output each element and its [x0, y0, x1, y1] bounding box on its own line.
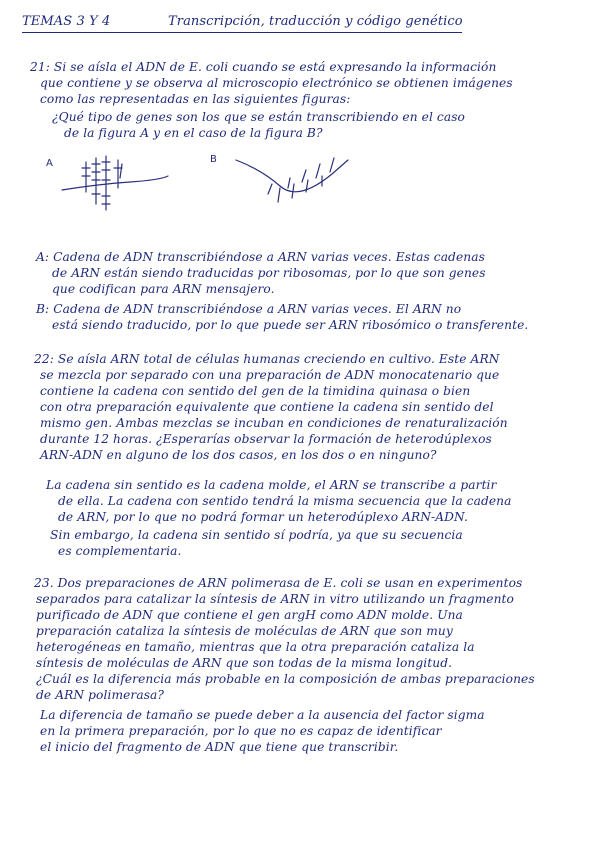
q22-answer-2: de ella. La cadena con sentido tendrá la misma secuencia que la cadena — [58, 494, 512, 508]
q21-line-3: como las representadas en las siguientes figuras: — [40, 92, 351, 106]
q22-line-7: ARN-ADN en alguno de los dos casos, en los dos o en ninguno? — [40, 448, 437, 462]
q23-answer-3: el inicio del fragmento de ADN que tiene que transcribir. — [40, 740, 399, 754]
q23-line-2: separados para catalizar la síntesis de ARN in vitro utilizando un fragmento — [36, 592, 514, 606]
q22-line-1: 22: Se aísla ARN total de células humanas creciendo en cultivo. Este ARN — [34, 352, 500, 366]
q22-line-3: contiene la cadena con sentido del gen de la timidina quinasa o bien — [40, 384, 471, 398]
q21-line-1: 21: Si se aísla el ADN de E. coli cuando se está expresando la información — [30, 60, 497, 74]
q23-line-3: purificado de ADN que contiene el gen argH como ADN molde. Una — [36, 608, 463, 622]
q22-line-2: se mezcla por separado con una preparación de ADN monocatenario que — [40, 368, 500, 382]
q21-answer-a-3: que codifican para ARN mensajero. — [52, 282, 275, 296]
q21-answer-b-1: B: Cadena de ADN transcribiéndose a ARN varias veces. El ARN no — [36, 302, 462, 316]
figure-a-label: A — [46, 158, 53, 169]
q22-answer-5: es complementaria. — [58, 544, 182, 558]
q23-answer-1: La diferencia de tamaño se puede deber a la ausencia del factor sigma — [40, 708, 485, 722]
q22-answer-3: de ARN, por lo que no podrá formar un heterodúplexo ARN-ADN. — [58, 510, 468, 524]
q22-line-5: mismo gen. Ambas mezclas se incuban en condiciones de renaturalización — [40, 416, 508, 430]
q21-answer-a-1: A: Cadena de ADN transcribiéndose a ARN varias veces. Estas cadenas — [36, 250, 485, 264]
q21-answer-b-2: está siendo traducido, por lo que puede ser ARN ribosómico o transferente. — [52, 318, 529, 332]
q21-line-5: de la figura A y en el caso de la figura B? — [64, 126, 323, 140]
figure-a-drawing — [60, 150, 170, 220]
figure-b-label: B — [210, 154, 217, 165]
q23-line-6: síntesis de moléculas de ARN que son todas de la misma longitud. — [36, 656, 453, 670]
q21-answer-a-2: de ARN están siendo traducidas por ribosomas, por lo que son genes — [52, 266, 486, 280]
q21-line-4: ¿Qué tipo de genes son los que se están transcribiendo en el caso — [52, 110, 465, 124]
header-right: Transcripción, traducción y código genético — [168, 14, 463, 29]
q23-answer-2: en la primera preparación, por lo que no es capaz de identificar — [40, 724, 442, 738]
q21-line-2: que contiene y se observa al microscopio electrónico se obtienen imágenes — [40, 76, 513, 90]
q22-answer-1: La cadena sin sentido es la cadena molde, el ARN se transcribe a partir — [46, 478, 497, 492]
q23-line-1: 23. Dos preparaciones de ARN polimerasa de E. coli se usan en experimentos — [34, 576, 523, 590]
q23-line-4: preparación cataliza la síntesis de moléculas de ARN que son muy — [36, 624, 453, 638]
q23-line-7: ¿Cuál es la diferencia más probable en la composición de ambas preparaciones — [36, 672, 535, 686]
figure-b-drawing — [232, 150, 352, 210]
q22-answer-4: Sin embargo, la cadena sin sentido sí podría, ya que su secuencia — [50, 528, 463, 542]
header-underline — [22, 32, 462, 33]
q23-line-5: heterogéneas en tamaño, mientras que la otra preparación cataliza la — [36, 640, 475, 654]
q22-line-6: durante 12 horas. ¿Esperarías observar la formación de heterodúplexos — [40, 432, 492, 446]
header-left: TEMAS 3 Y 4 — [22, 14, 111, 29]
q22-line-4: con otra preparación equivalente que contiene la cadena sin sentido del — [40, 400, 494, 414]
q23-line-8: de ARN polimerasa? — [36, 688, 165, 702]
